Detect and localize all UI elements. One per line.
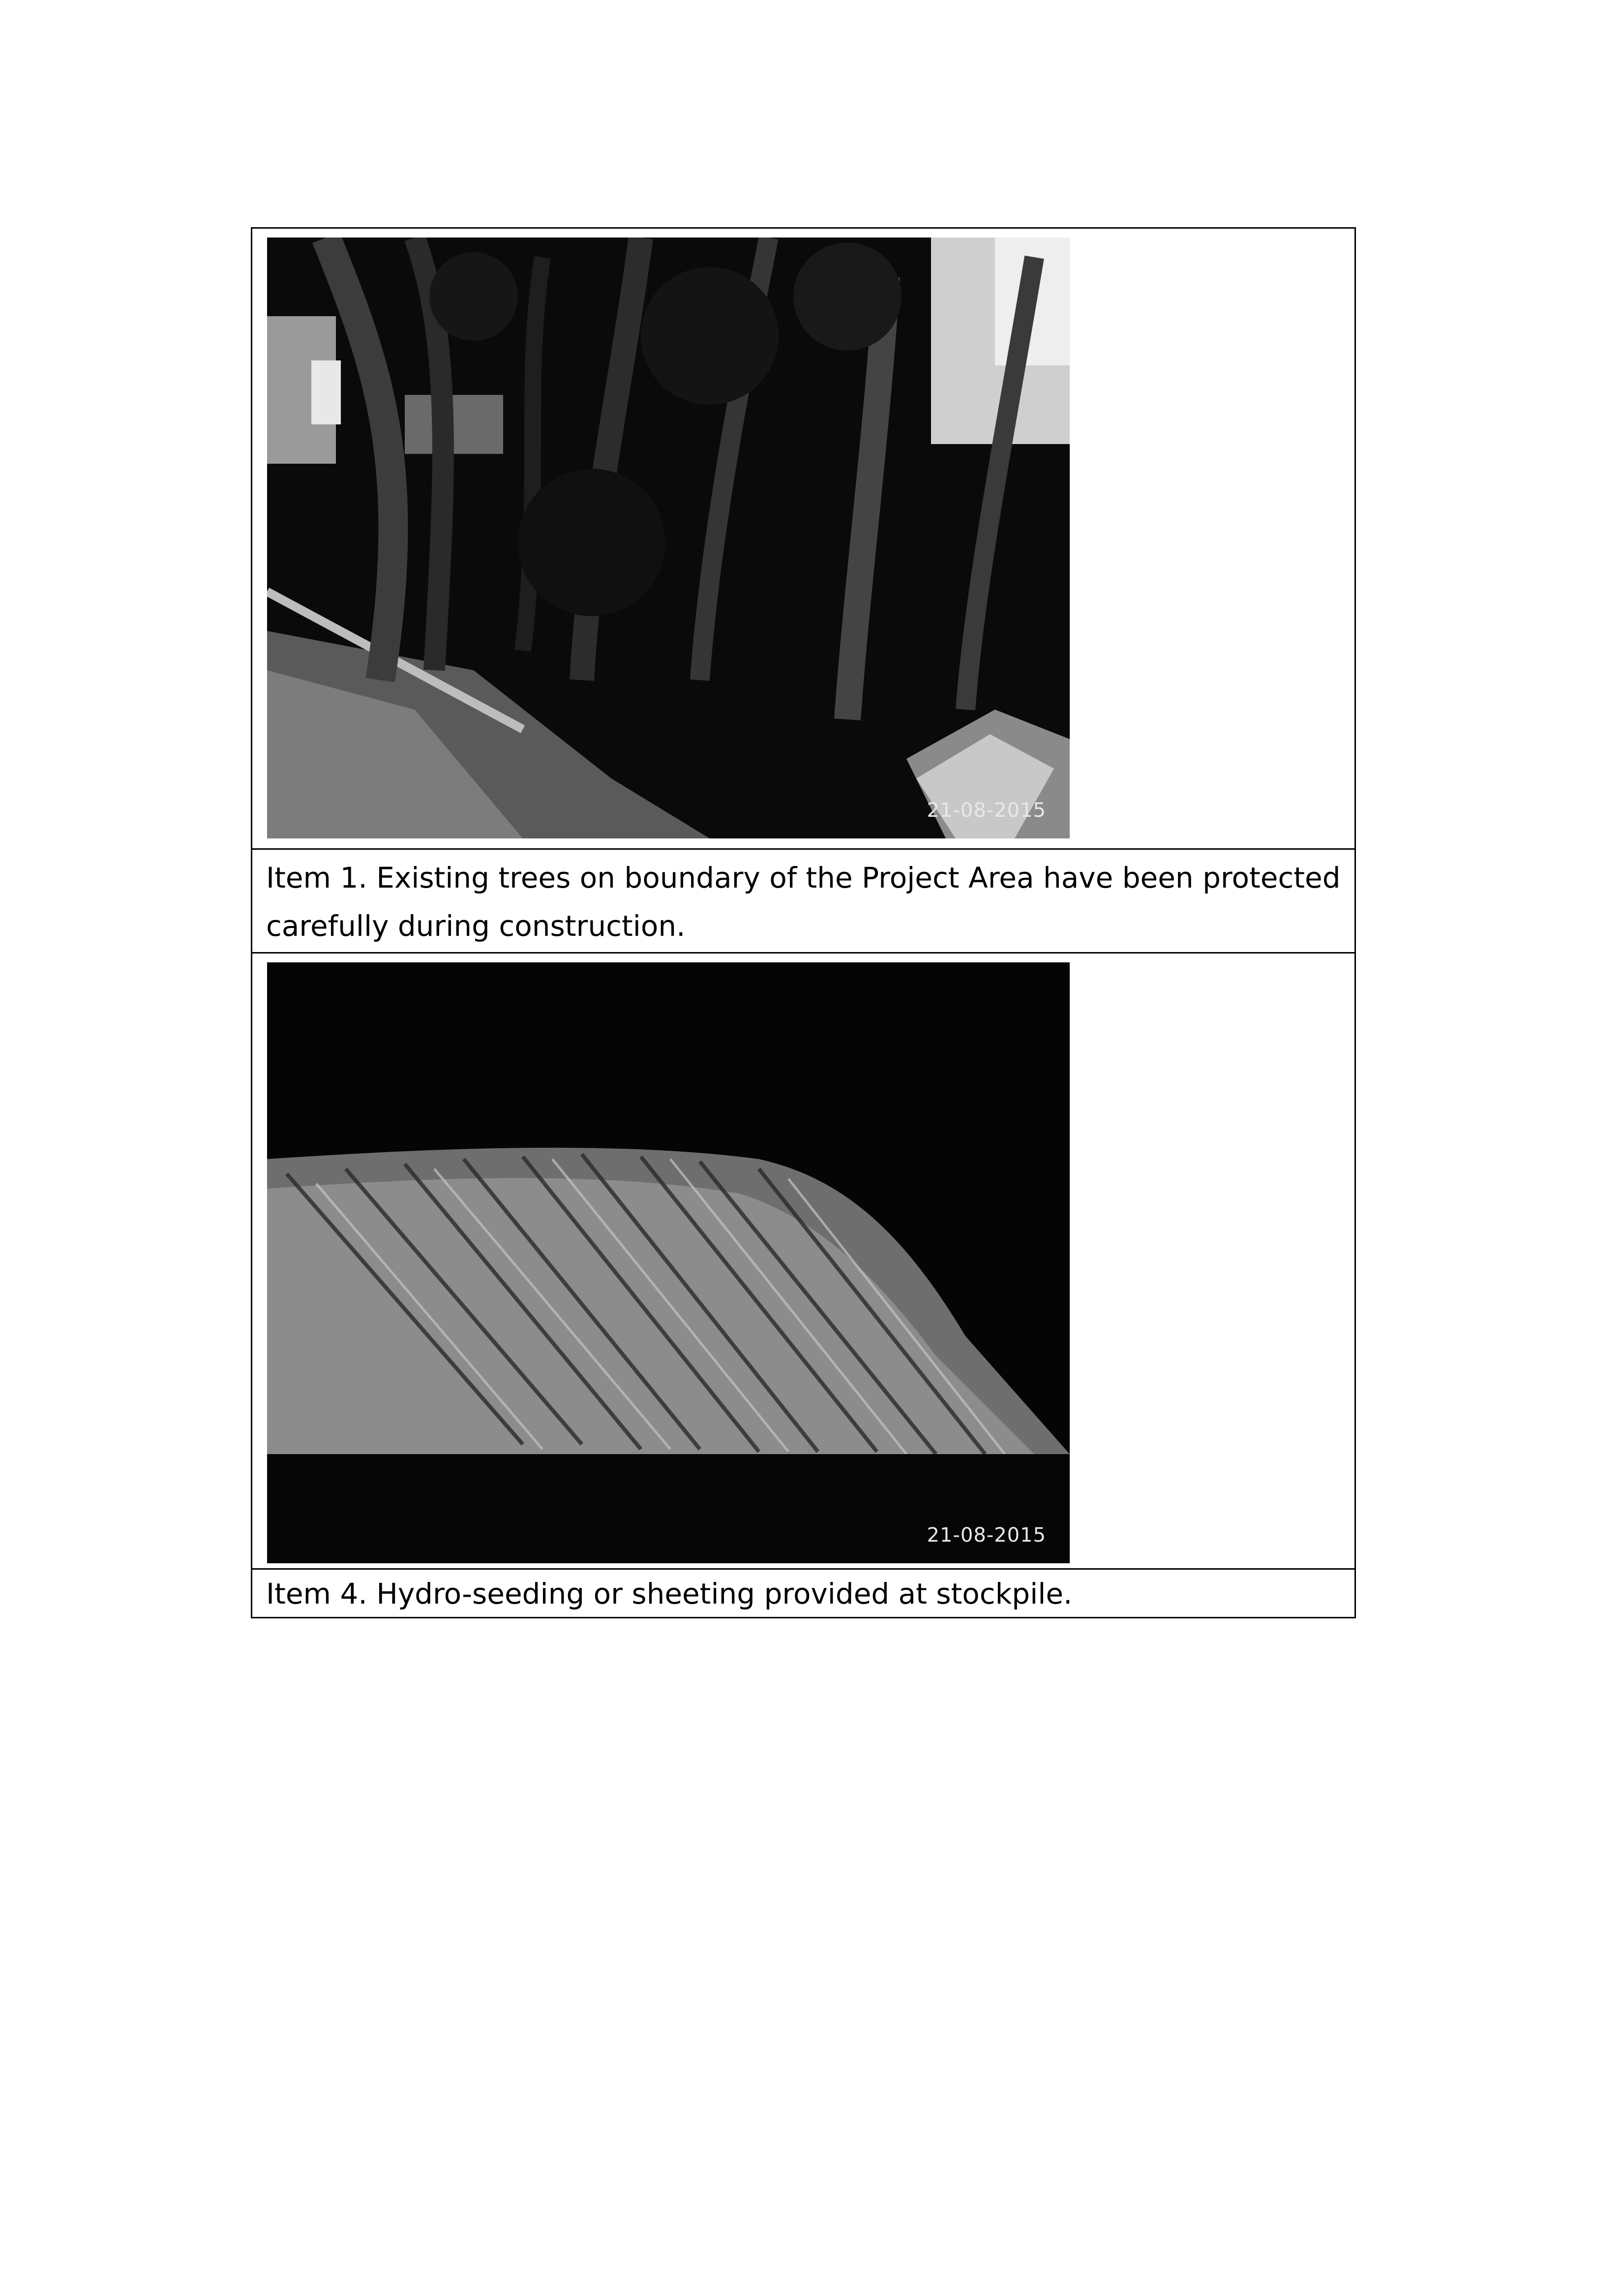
photo-cell-item-4 <box>252 953 1355 1569</box>
caption-item-4: Item 4. Hydro-seeding or sheeting provided at stockpile. <box>252 1569 1355 1618</box>
photo-trees-boundary <box>267 238 1070 838</box>
stockpile-photo-image <box>267 962 1070 1563</box>
trees-photo-image <box>267 238 1070 838</box>
caption-item-1: Item 1. Existing trees on boundary of the Project Area have been protected carefully during construction. <box>252 849 1355 953</box>
caption-row-item-1 <box>252 849 1355 953</box>
photo-cell-item-1 <box>252 228 1355 849</box>
photo-stockpile <box>267 962 1070 1563</box>
photo-date-stamp: 21-08-2015 <box>927 1524 1046 1547</box>
photo-date-stamp: 21-08-2015 <box>927 799 1046 822</box>
photo-row-item-1 <box>252 228 1355 849</box>
photo-record-table <box>251 227 1356 1618</box>
caption-row-item-4 <box>252 1569 1355 1618</box>
photo-row-item-4 <box>252 953 1355 1569</box>
